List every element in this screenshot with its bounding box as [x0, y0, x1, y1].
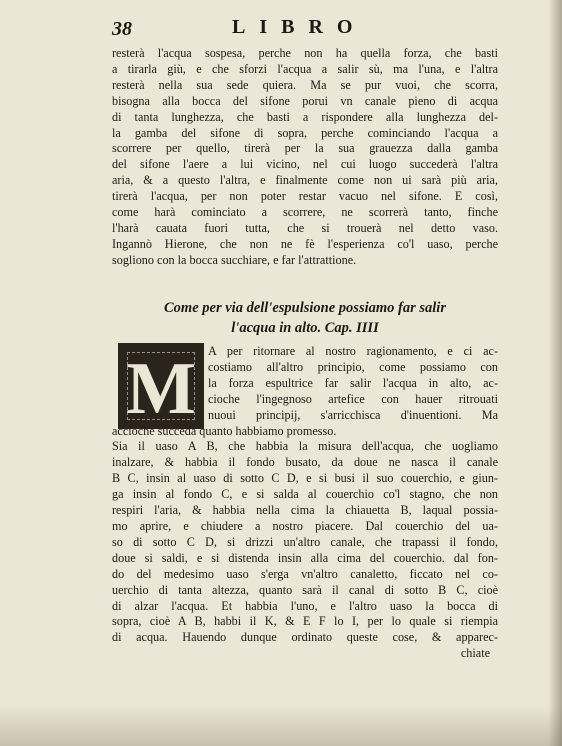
- chapter-title: [112, 298, 498, 338]
- text-line: a tirarla giù, e che sforzi l'acqua a salir sù, ma l'una, e l'altra: [112, 61, 498, 76]
- text-line: do del medesimo uaso s'erga vn'altro canaletto, ficcato nel co-: [112, 566, 498, 581]
- bottom-shadow: [0, 706, 562, 746]
- text-line: so di sotto C D, si drizzi un'altro canale, che trapassi il fondo,: [112, 534, 498, 549]
- text-line: sopra, cioè A B, habbi il K, & E F lo I, per lo quale si riempia: [112, 614, 498, 629]
- text-line: nuoui principij, s'arricchisca d'inuentioni. Ma: [208, 407, 498, 422]
- text-line: Sia il uaso A B, che habbia la misura dell'acqua, che uogliamo: [112, 439, 498, 454]
- text-line: la forza espultrice far salir l'acqua in alto, ac-: [208, 375, 498, 390]
- paragraph-top: [112, 46, 498, 269]
- gutter-shadow: [548, 0, 562, 746]
- text-line: uerchio di tanta altezza, quanto sarà il canal di sotto B C, cioè: [112, 582, 498, 597]
- text-line: resterà nella sua sede quiera. Ma se pur vuoi, che scorra,: [112, 77, 498, 92]
- paragraph-bottom: [112, 344, 498, 662]
- text-line: del sifone l'aere a lui vicino, nel cui luogo succederà l'altra: [112, 157, 498, 172]
- text-line: respiri l'aria, & habbia nella cima la chiauetta B, laqual possia-: [112, 503, 498, 518]
- catchword: chiate: [460, 646, 490, 661]
- text-line: tirerà l'acqua, per non poter restar vacuo nel sifone. E così,: [112, 189, 498, 204]
- chapter-title-line: l'acqua in alto. Cap. IIII: [231, 320, 379, 336]
- text-line: A per ritornare al nostro ragionamento, e ci ac-: [208, 344, 498, 358]
- page-header: [112, 16, 542, 44]
- text-line: bisogna alla bocca del sifone porui vn canale pieno di acqua: [112, 93, 498, 108]
- initial-letter: M: [126, 348, 196, 429]
- text-line: mo aprire, e chiudere a nostro piacere. Dal couerchio del ua-: [112, 518, 498, 533]
- text-line: ga insin al fondo C, e si salda al couerchio co'l stagno, che non: [112, 487, 498, 502]
- text-line: B C, insin al uaso di sotto C D, e si busi il suo couerchio, e giun-: [112, 471, 498, 486]
- chapter-title-line: Come per via dell'espulsione possiamo far salir: [164, 300, 446, 316]
- text-line: di alzar l'acqua. Et habbia l'uno, e l'altro uaso la bocca di: [112, 598, 498, 613]
- text-line: aria, & a questo l'altra, e finalmente come non ui sarà più aria,: [112, 173, 498, 188]
- text-line: doue si saldi, e si distenda insin alla cima del couerchio. dal fon-: [112, 550, 498, 565]
- text-line: come harà cominciato a scorrere, ne scorrerà tanto, finche: [112, 205, 498, 220]
- page-number: 38: [112, 18, 132, 40]
- text-line: di tanta lunghezza, che basti a rispondere alla lunghezza del-: [112, 109, 498, 124]
- text-line: costiamo all'altro principio, come possiamo con: [208, 359, 498, 374]
- text-line: cioche l'ingegnoso artefice con hauer ritrouati: [208, 391, 498, 406]
- text-line: sogliono con la bocca succhiare, e far l'attrattione.: [112, 252, 357, 267]
- text-line: la gamba del sifone di sopra, perche cominciando l'acqua a: [112, 125, 498, 140]
- text-line: di acqua. Hauendo dunque ordinato queste cose, & apparec-: [112, 630, 498, 645]
- text-line: Ingannò Hierone, che non ne fè l'esperienza co'l uaso, perche: [112, 236, 498, 251]
- text-line: scorrere per quello, tirerà per la sua grauezza dalla gamba: [112, 141, 498, 156]
- text-line: accioche succeda quanto habbiamo promesso.: [112, 423, 337, 438]
- running-head: LIBRO: [232, 16, 367, 38]
- text-line: l'harà cauata fuori tutta, che si trouerà nel detto vaso.: [112, 220, 498, 235]
- text-line: resterà l'acqua sospesa, perche non ha quella forza, che basti: [112, 46, 498, 60]
- text-line: inalzare, & habbia il fondo busato, da doue ne nasca il canale: [112, 455, 498, 470]
